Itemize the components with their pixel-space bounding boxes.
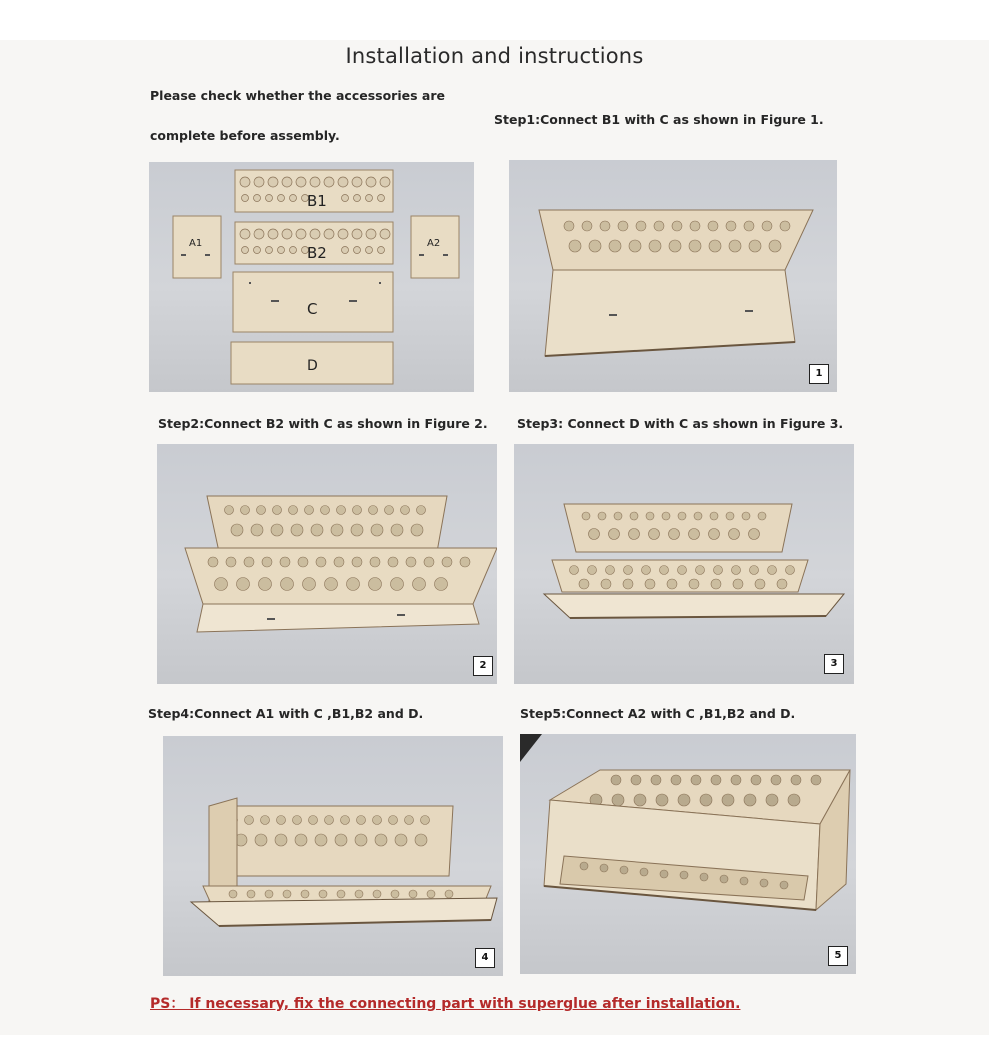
figure-1-drawing: [509, 160, 837, 392]
intro-line-2: complete before assembly.: [150, 128, 340, 143]
label-c: C: [307, 300, 318, 318]
step5-text: Step5:Connect A2 with C ,B1,B2 and D.: [520, 706, 796, 721]
figure-3-photo: [514, 444, 854, 684]
step3-text: Step3: Connect D with C as shown in Figure 3.: [517, 416, 844, 431]
step2-text: Step2:Connect B2 with C as shown in Figure 2.: [158, 416, 488, 431]
step1-text: Step1:Connect B1 with C as shown in Figure 1.: [494, 112, 824, 127]
intro-line-1: Please check whether the accessories are: [150, 88, 445, 103]
step4-text: Step4:Connect A1 with C ,B1,B2 and D.: [148, 706, 424, 721]
parts-photo: [149, 162, 474, 392]
label-d: D: [307, 358, 318, 374]
figure-number-1: 1: [809, 364, 829, 384]
figure-number-4: 4: [475, 948, 495, 968]
figure-2-photo: [157, 444, 497, 684]
figure-number-5: 5: [828, 946, 848, 966]
label-b2: B2: [307, 244, 327, 262]
parts-drawing: [149, 162, 474, 392]
figure-5-drawing: [520, 734, 856, 974]
figure-3-drawing: [514, 444, 854, 684]
page-title: Installation and instructions: [345, 44, 644, 68]
label-b1: B1: [307, 192, 327, 210]
figure-4-drawing: [163, 736, 503, 976]
label-a1: A1: [189, 238, 203, 249]
figure-number-2: 2: [473, 656, 493, 676]
label-a2: A2: [427, 238, 441, 249]
figure-5-photo: [520, 734, 856, 974]
figure-1-photo: [509, 160, 837, 392]
figure-number-3: 3: [824, 654, 844, 674]
figure-2-drawing: [157, 444, 497, 684]
ps-note: PS： If necessary, fix the connecting part with superglue after installation.: [150, 996, 741, 1012]
figure-4-photo: [163, 736, 503, 976]
